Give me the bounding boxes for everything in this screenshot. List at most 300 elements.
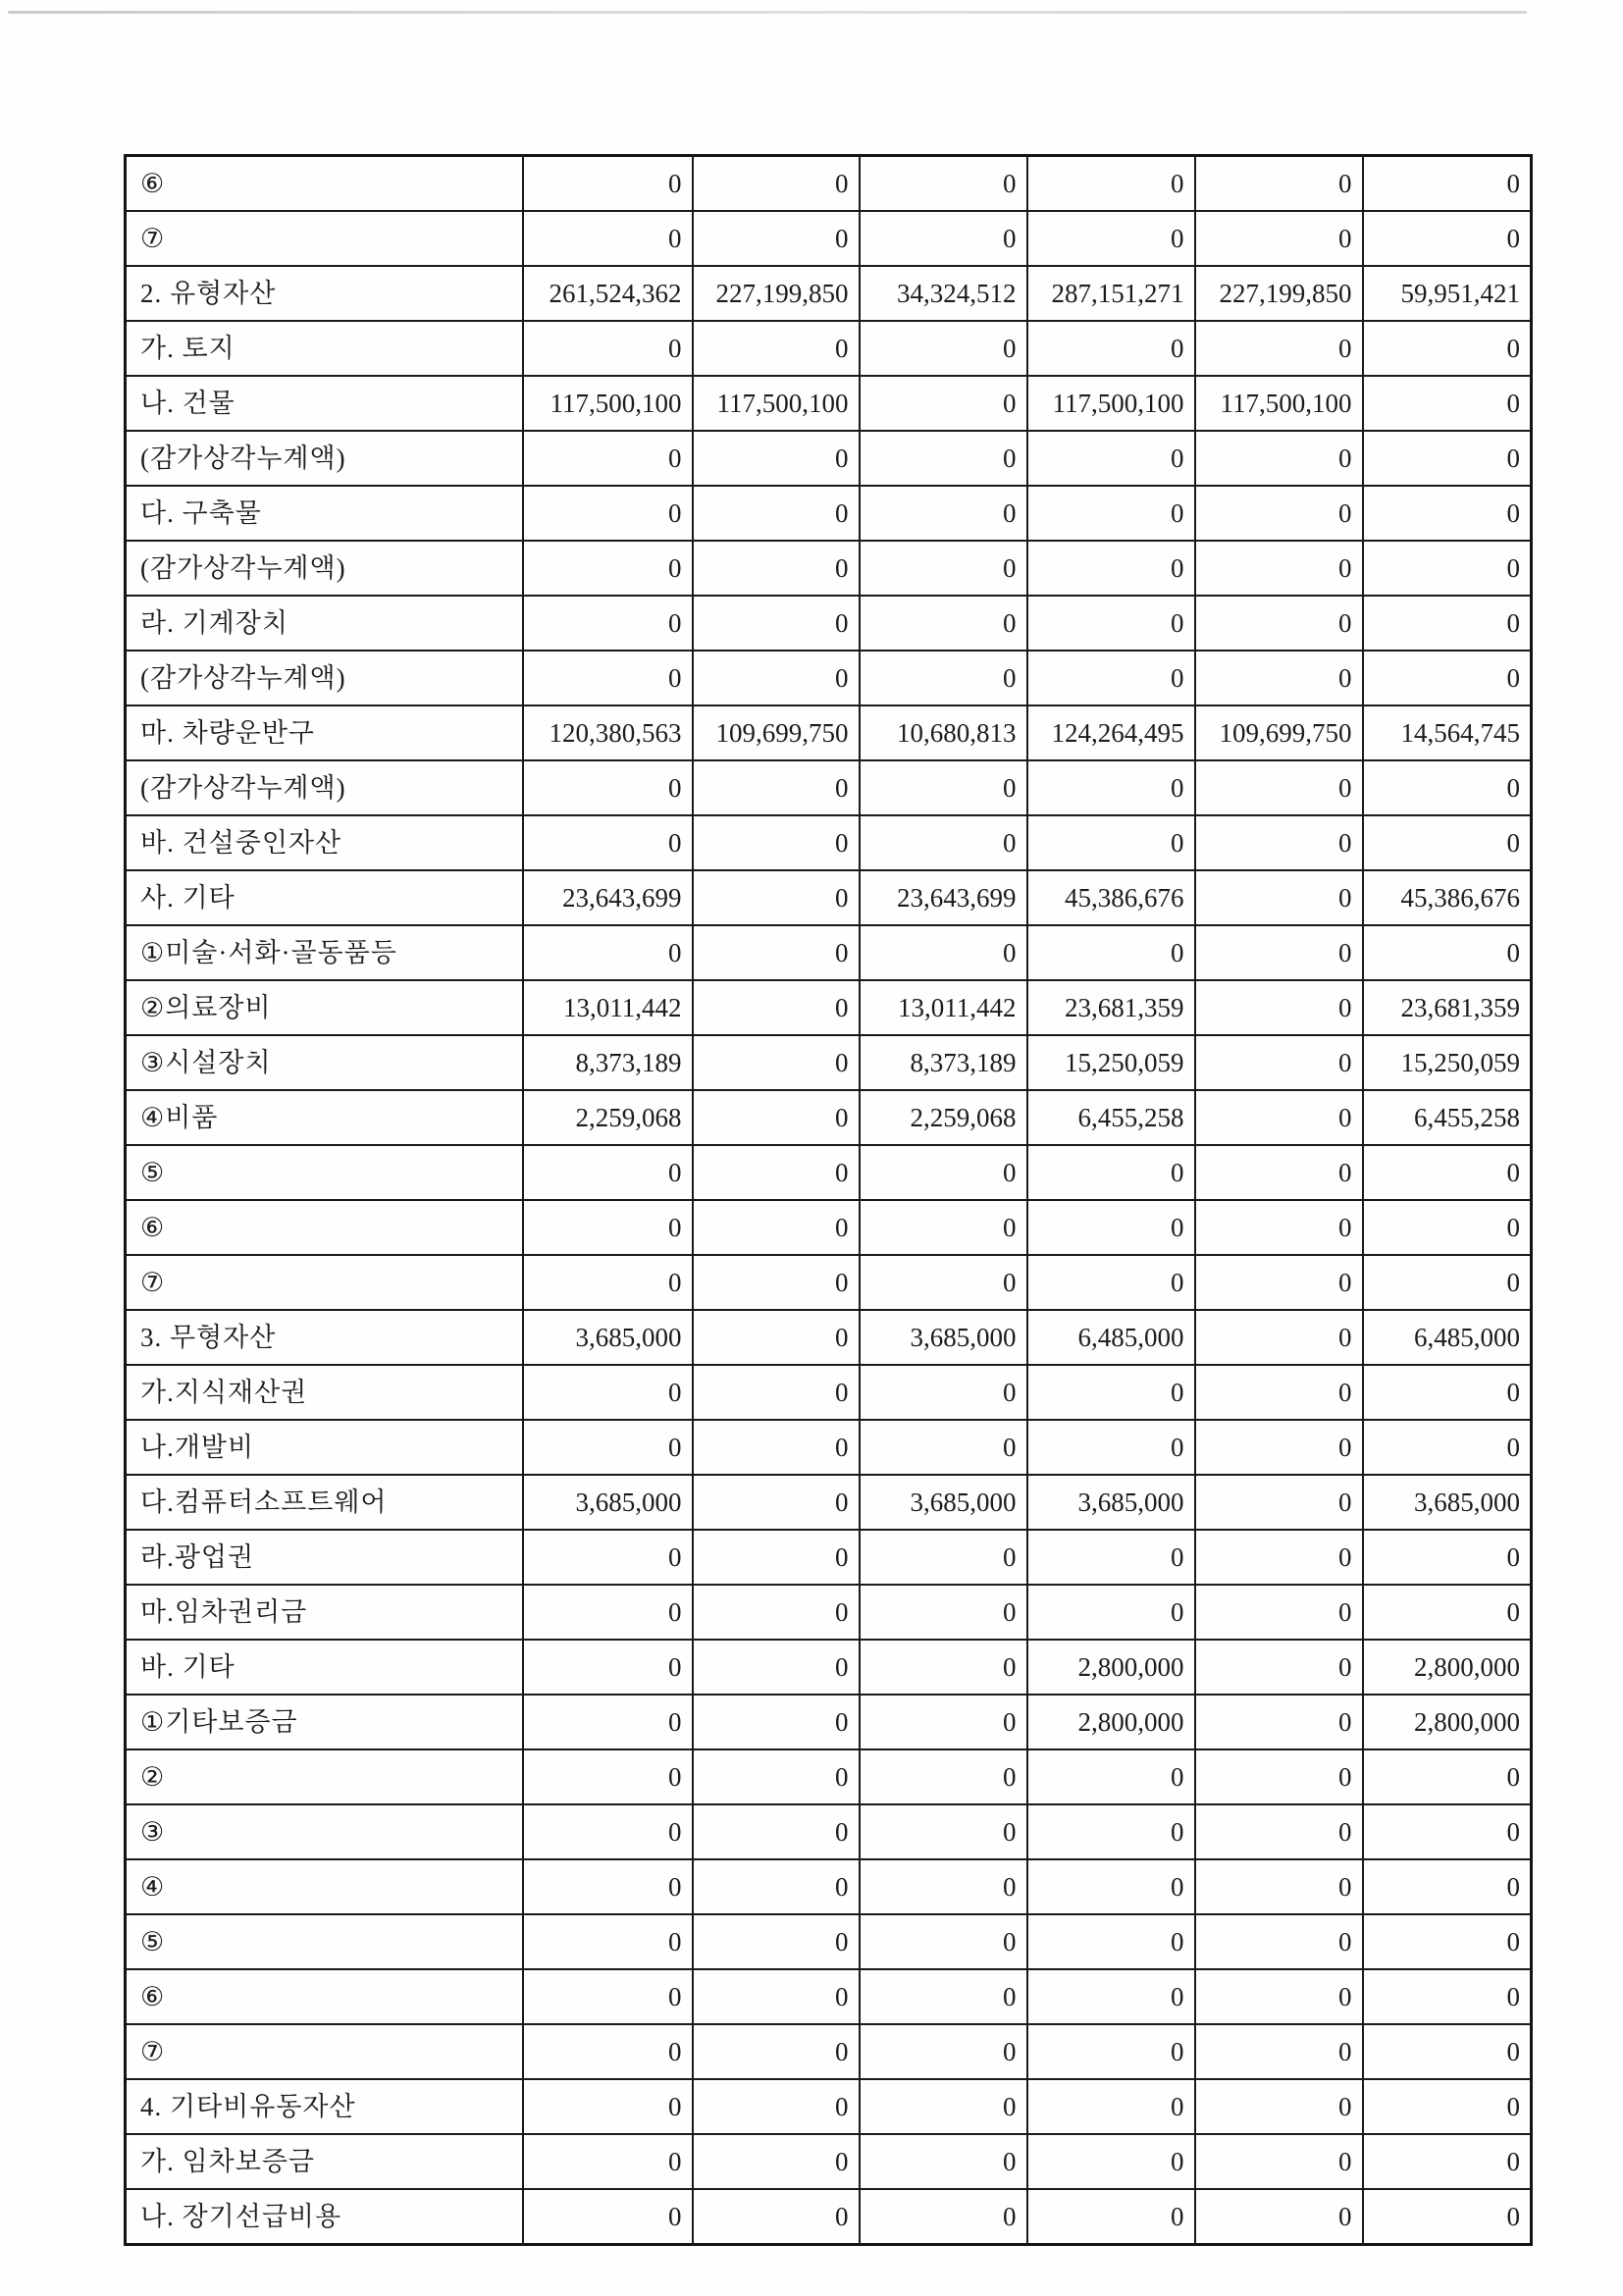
cell-value: 10,680,813 (860, 705, 1027, 760)
table-row (126, 651, 1532, 705)
row-label: 다. 구축물 (126, 486, 523, 541)
cell-value: 0 (1363, 651, 1532, 705)
cell-value: 0 (1027, 431, 1195, 486)
cell-value: 2,259,068 (523, 1090, 693, 1145)
cell-value: 0 (523, 211, 693, 266)
cell-value: 0 (693, 1475, 860, 1530)
cell-value: 0 (860, 815, 1027, 870)
cell-value: 0 (693, 760, 860, 815)
cell-value: 0 (1027, 1969, 1195, 2024)
cell-value: 0 (1195, 870, 1363, 925)
cell-value: 0 (1195, 1530, 1363, 1585)
cell-value: 0 (693, 1090, 860, 1145)
cell-value: 0 (1027, 1914, 1195, 1969)
table-row (126, 211, 1532, 266)
cell-value: 0 (1363, 156, 1532, 212)
table-row (126, 1420, 1532, 1475)
cell-value: 0 (1195, 1420, 1363, 1475)
cell-value: 15,250,059 (1027, 1035, 1195, 1090)
cell-value: 0 (1027, 651, 1195, 705)
cell-value: 0 (1195, 431, 1363, 486)
table-row (126, 1255, 1532, 1310)
cell-value: 109,699,750 (1195, 705, 1363, 760)
cell-value: 6,455,258 (1027, 1090, 1195, 1145)
cell-value: 0 (693, 1914, 860, 1969)
cell-value: 0 (1363, 1200, 1532, 1255)
cell-value: 0 (1363, 321, 1532, 376)
cell-value: 0 (693, 1585, 860, 1640)
cell-value: 0 (693, 2024, 860, 2079)
cell-value: 0 (523, 1530, 693, 1585)
table-row (126, 1530, 1532, 1585)
cell-value: 0 (1363, 2024, 1532, 2079)
cell-value: 3,685,000 (860, 1310, 1027, 1365)
cell-value: 0 (693, 2079, 860, 2134)
row-label: 가.지식재산권 (126, 1365, 523, 1420)
cell-value: 0 (1027, 1804, 1195, 1859)
cell-value: 0 (1027, 1200, 1195, 1255)
cell-value: 0 (1195, 980, 1363, 1035)
table-row (126, 1475, 1532, 1530)
table-row (126, 2189, 1532, 2245)
cell-value: 0 (693, 1804, 860, 1859)
row-label: ⑥ (126, 1969, 523, 2024)
cell-value: 0 (523, 1255, 693, 1310)
cell-value: 0 (523, 760, 693, 815)
cell-value: 117,500,100 (1027, 376, 1195, 431)
cell-value: 0 (1363, 431, 1532, 486)
cell-value: 0 (1027, 2024, 1195, 2079)
cell-value: 0 (860, 541, 1027, 596)
cell-value: 0 (693, 1310, 860, 1365)
cell-value: 0 (1027, 1859, 1195, 1914)
cell-value: 23,681,359 (1027, 980, 1195, 1035)
row-label: (감가상각누계액) (126, 541, 523, 596)
cell-value: 0 (693, 1255, 860, 1310)
cell-value: 0 (523, 1804, 693, 1859)
cell-value: 0 (1363, 1530, 1532, 1585)
cell-value: 2,259,068 (860, 1090, 1027, 1145)
cell-value: 3,685,000 (523, 1310, 693, 1365)
cell-value: 2,800,000 (1027, 1640, 1195, 1695)
cell-value: 0 (523, 2079, 693, 2134)
table-row (126, 156, 1532, 212)
cell-value: 0 (1363, 1969, 1532, 2024)
cell-value: 0 (523, 1859, 693, 1914)
cell-value: 0 (693, 1530, 860, 1585)
cell-value: 45,386,676 (1027, 870, 1195, 925)
cell-value: 0 (1195, 2189, 1363, 2245)
cell-value: 0 (860, 651, 1027, 705)
row-label: (감가상각누계액) (126, 651, 523, 705)
cell-value: 0 (693, 1859, 860, 1914)
row-label: 사. 기타 (126, 870, 523, 925)
cell-value: 0 (523, 1749, 693, 1804)
cell-value: 0 (523, 2024, 693, 2079)
cell-value: 13,011,442 (523, 980, 693, 1035)
cell-value: 0 (523, 925, 693, 980)
cell-value: 0 (523, 541, 693, 596)
cell-value: 0 (693, 431, 860, 486)
cell-value: 0 (860, 1530, 1027, 1585)
cell-value: 0 (1195, 1859, 1363, 1914)
cell-value: 124,264,495 (1027, 705, 1195, 760)
cell-value: 0 (693, 980, 860, 1035)
cell-value: 0 (1363, 211, 1532, 266)
table-row (126, 266, 1532, 321)
row-label: ⑦ (126, 1255, 523, 1310)
cell-value: 13,011,442 (860, 980, 1027, 1035)
cell-value: 0 (693, 1420, 860, 1475)
cell-value: 0 (693, 486, 860, 541)
cell-value: 0 (693, 870, 860, 925)
cell-value: 227,199,850 (1195, 266, 1363, 321)
cell-value: 0 (1027, 1585, 1195, 1640)
table-row (126, 1090, 1532, 1145)
table-row (126, 1200, 1532, 1255)
row-label: 라. 기계장치 (126, 596, 523, 651)
cell-value: 227,199,850 (693, 266, 860, 321)
cell-value: 0 (1027, 156, 1195, 212)
row-label: 다.컴퓨터소프트웨어 (126, 1475, 523, 1530)
cell-value: 3,685,000 (860, 1475, 1027, 1530)
cell-value: 0 (1363, 1804, 1532, 1859)
cell-value: 0 (860, 1365, 1027, 1420)
cell-value: 6,455,258 (1363, 1090, 1532, 1145)
cell-value: 0 (693, 1969, 860, 2024)
cell-value: 3,685,000 (1363, 1475, 1532, 1530)
cell-value: 0 (523, 1420, 693, 1475)
cell-value: 0 (523, 1145, 693, 1200)
cell-value: 0 (1363, 760, 1532, 815)
cell-value: 0 (860, 1749, 1027, 1804)
cell-value: 0 (1363, 1914, 1532, 1969)
table-row (126, 815, 1532, 870)
cell-value: 0 (1195, 651, 1363, 705)
cell-value: 0 (1195, 1310, 1363, 1365)
table-row (126, 486, 1532, 541)
cell-value: 0 (523, 1640, 693, 1695)
cell-value: 0 (523, 2134, 693, 2189)
cell-value: 117,500,100 (1195, 376, 1363, 431)
cell-value: 0 (1195, 1365, 1363, 1420)
cell-value: 287,151,271 (1027, 266, 1195, 321)
cell-value: 261,524,362 (523, 266, 693, 321)
cell-value: 0 (860, 156, 1027, 212)
cell-value: 0 (523, 2189, 693, 2245)
cell-value: 0 (1195, 1090, 1363, 1145)
cell-value: 0 (1027, 1530, 1195, 1585)
row-label: 나. 장기선급비용 (126, 2189, 523, 2245)
cell-value: 0 (693, 925, 860, 980)
row-label: 바. 기타 (126, 1640, 523, 1695)
row-label: 마. 차량운반구 (126, 705, 523, 760)
cell-value: 0 (860, 1200, 1027, 1255)
cell-value: 0 (860, 1585, 1027, 1640)
cell-value: 109,699,750 (693, 705, 860, 760)
asset-detail-table (124, 154, 1533, 2246)
cell-value: 0 (1027, 2134, 1195, 2189)
cell-value: 0 (860, 211, 1027, 266)
cell-value: 0 (1027, 2079, 1195, 2134)
table-row (126, 1310, 1532, 1365)
cell-value: 0 (1027, 760, 1195, 815)
cell-value: 0 (523, 1914, 693, 1969)
row-label: 4. 기타비유동자산 (126, 2079, 523, 2134)
cell-value: 14,564,745 (1363, 705, 1532, 760)
table-row (126, 1640, 1532, 1695)
cell-value: 0 (1195, 1969, 1363, 2024)
cell-value: 0 (1195, 211, 1363, 266)
table-row (126, 1365, 1532, 1420)
table-row (126, 1859, 1532, 1914)
row-label: ⑤ (126, 1145, 523, 1200)
cell-value: 0 (693, 2134, 860, 2189)
cell-value: 0 (860, 1804, 1027, 1859)
row-label: ①미술·서화·골동품등 (126, 925, 523, 980)
cell-value: 0 (1195, 596, 1363, 651)
table-row (126, 1749, 1532, 1804)
cell-value: 0 (693, 211, 860, 266)
row-label: 나.개발비 (126, 1420, 523, 1475)
cell-value: 0 (860, 1969, 1027, 2024)
row-label: ⑥ (126, 1200, 523, 1255)
cell-value: 0 (1027, 596, 1195, 651)
cell-value: 0 (1195, 1475, 1363, 1530)
row-label: (감가상각누계액) (126, 431, 523, 486)
table-row (126, 980, 1532, 1035)
cell-value: 0 (1027, 1365, 1195, 1420)
cell-value: 0 (693, 156, 860, 212)
table-row (126, 376, 1532, 431)
cell-value: 0 (693, 1145, 860, 1200)
cell-value: 2,800,000 (1027, 1695, 1195, 1749)
cell-value: 117,500,100 (693, 376, 860, 431)
cell-value: 0 (1195, 1914, 1363, 1969)
cell-value: 0 (860, 925, 1027, 980)
cell-value: 3,685,000 (1027, 1475, 1195, 1530)
cell-value: 0 (523, 321, 693, 376)
cell-value: 6,485,000 (1027, 1310, 1195, 1365)
cell-value: 0 (860, 1145, 1027, 1200)
table-row (126, 431, 1532, 486)
cell-value: 0 (1363, 1145, 1532, 1200)
cell-value: 0 (1363, 541, 1532, 596)
cell-value: 0 (1027, 321, 1195, 376)
table-row (126, 1914, 1532, 1969)
scan-artifact-line (8, 11, 1527, 14)
row-label: 나. 건물 (126, 376, 523, 431)
row-label: ⑤ (126, 1914, 523, 1969)
table-row (126, 705, 1532, 760)
table-row (126, 541, 1532, 596)
cell-value: 0 (693, 1695, 860, 1749)
cell-value: 0 (693, 321, 860, 376)
cell-value: 0 (1027, 486, 1195, 541)
cell-value: 120,380,563 (523, 705, 693, 760)
cell-value: 0 (523, 1200, 693, 1255)
cell-value: 0 (1027, 1749, 1195, 1804)
table-row (126, 760, 1532, 815)
table-row (126, 2079, 1532, 2134)
cell-value: 0 (1363, 1420, 1532, 1475)
cell-value: 0 (693, 1365, 860, 1420)
row-label: ② (126, 1749, 523, 1804)
cell-value: 0 (693, 815, 860, 870)
cell-value: 0 (1027, 815, 1195, 870)
cell-value: 0 (860, 760, 1027, 815)
cell-value: 0 (1363, 1585, 1532, 1640)
cell-value: 0 (860, 1695, 1027, 1749)
cell-value: 0 (1195, 156, 1363, 212)
cell-value: 0 (523, 651, 693, 705)
table-row (126, 1804, 1532, 1859)
cell-value: 0 (860, 2189, 1027, 2245)
cell-value: 0 (1027, 1420, 1195, 1475)
cell-value: 0 (1363, 376, 1532, 431)
cell-value: 0 (1195, 1145, 1363, 1200)
cell-value: 59,951,421 (1363, 266, 1532, 321)
cell-value: 0 (523, 1365, 693, 1420)
cell-value: 0 (523, 815, 693, 870)
cell-value: 0 (693, 651, 860, 705)
row-label: ⑦ (126, 211, 523, 266)
cell-value: 0 (1363, 596, 1532, 651)
table-row (126, 1145, 1532, 1200)
cell-value: 0 (860, 2079, 1027, 2134)
cell-value: 0 (1363, 815, 1532, 870)
cell-value: 0 (523, 596, 693, 651)
cell-value: 0 (1195, 1035, 1363, 1090)
row-label: ⑦ (126, 2024, 523, 2079)
table-row (126, 1695, 1532, 1749)
cell-value: 34,324,512 (860, 266, 1027, 321)
cell-value: 0 (860, 431, 1027, 486)
table-row (126, 321, 1532, 376)
cell-value: 0 (1195, 1640, 1363, 1695)
cell-value: 0 (1363, 1255, 1532, 1310)
cell-value: 0 (1363, 2079, 1532, 2134)
cell-value: 0 (1195, 925, 1363, 980)
cell-value: 0 (1195, 1200, 1363, 1255)
cell-value: 0 (1195, 2079, 1363, 2134)
cell-value: 23,643,699 (860, 870, 1027, 925)
row-label: 가. 토지 (126, 321, 523, 376)
cell-value: 0 (1195, 321, 1363, 376)
row-label: ③ (126, 1804, 523, 1859)
cell-value: 0 (860, 1914, 1027, 1969)
cell-value: 0 (693, 1749, 860, 1804)
cell-value: 0 (1027, 925, 1195, 980)
cell-value: 0 (1195, 760, 1363, 815)
cell-value: 0 (693, 541, 860, 596)
row-label: ④ (126, 1859, 523, 1914)
table-row (126, 2024, 1532, 2079)
table-row (126, 1035, 1532, 1090)
cell-value: 0 (860, 486, 1027, 541)
cell-value: 0 (1363, 1749, 1532, 1804)
table-row (126, 1585, 1532, 1640)
cell-value: 0 (1195, 1255, 1363, 1310)
row-label: ⑥ (126, 156, 523, 212)
cell-value: 0 (1027, 211, 1195, 266)
cell-value: 15,250,059 (1363, 1035, 1532, 1090)
cell-value: 0 (1363, 925, 1532, 980)
cell-value: 0 (1195, 1804, 1363, 1859)
row-label: ④비품 (126, 1090, 523, 1145)
cell-value: 0 (693, 596, 860, 651)
cell-value: 0 (1363, 486, 1532, 541)
cell-value: 0 (523, 156, 693, 212)
cell-value: 0 (1195, 541, 1363, 596)
cell-value: 117,500,100 (523, 376, 693, 431)
cell-value: 8,373,189 (860, 1035, 1027, 1090)
cell-value: 8,373,189 (523, 1035, 693, 1090)
table-row (126, 596, 1532, 651)
table-row (126, 2134, 1532, 2189)
cell-value: 0 (693, 1640, 860, 1695)
cell-value: 0 (1195, 815, 1363, 870)
cell-value: 0 (1195, 486, 1363, 541)
cell-value: 0 (1195, 1585, 1363, 1640)
cell-value: 0 (1363, 1365, 1532, 1420)
cell-value: 0 (1363, 2134, 1532, 2189)
cell-value: 0 (693, 2189, 860, 2245)
row-label: ③시설장치 (126, 1035, 523, 1090)
cell-value: 0 (1363, 2189, 1532, 2245)
cell-value: 0 (523, 431, 693, 486)
row-label: 라.광업권 (126, 1530, 523, 1585)
cell-value: 0 (1027, 2189, 1195, 2245)
cell-value: 0 (860, 1420, 1027, 1475)
cell-value: 23,643,699 (523, 870, 693, 925)
row-label: 3. 무형자산 (126, 1310, 523, 1365)
cell-value: 0 (1195, 2024, 1363, 2079)
cell-value: 0 (1195, 2134, 1363, 2189)
cell-value: 0 (1195, 1749, 1363, 1804)
cell-value: 0 (523, 1969, 693, 2024)
cell-value: 0 (1027, 1145, 1195, 1200)
cell-value: 0 (1195, 1695, 1363, 1749)
cell-value: 0 (860, 1859, 1027, 1914)
cell-value: 0 (860, 2134, 1027, 2189)
cell-value: 2,800,000 (1363, 1695, 1532, 1749)
cell-value: 0 (1363, 1859, 1532, 1914)
cell-value: 0 (860, 2024, 1027, 2079)
cell-value: 45,386,676 (1363, 870, 1532, 925)
cell-value: 0 (523, 486, 693, 541)
cell-value: 0 (860, 376, 1027, 431)
cell-value: 3,685,000 (523, 1475, 693, 1530)
cell-value: 0 (860, 1255, 1027, 1310)
cell-value: 0 (860, 321, 1027, 376)
row-label: 2. 유형자산 (126, 266, 523, 321)
row-label: 바. 건설중인자산 (126, 815, 523, 870)
cell-value: 6,485,000 (1363, 1310, 1532, 1365)
cell-value: 2,800,000 (1363, 1640, 1532, 1695)
cell-value: 0 (693, 1035, 860, 1090)
cell-value: 23,681,359 (1363, 980, 1532, 1035)
cell-value: 0 (1027, 1255, 1195, 1310)
cell-value: 0 (523, 1695, 693, 1749)
cell-value: 0 (1027, 541, 1195, 596)
cell-value: 0 (860, 596, 1027, 651)
table-row (126, 925, 1532, 980)
row-label: 가. 임차보증금 (126, 2134, 523, 2189)
cell-value: 0 (523, 1585, 693, 1640)
row-label: ②의료장비 (126, 980, 523, 1035)
table-row (126, 1969, 1532, 2024)
